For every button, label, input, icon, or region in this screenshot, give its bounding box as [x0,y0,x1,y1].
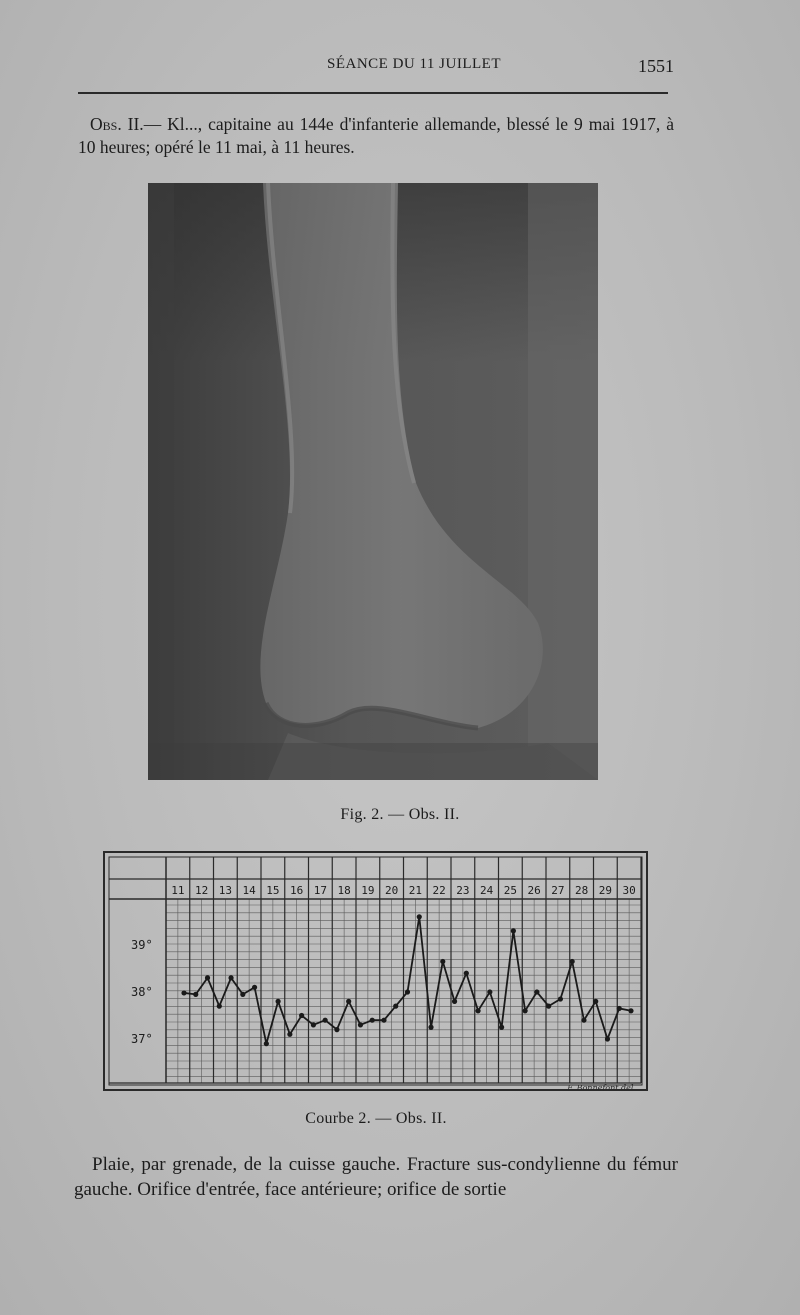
chart-x-tick-label: 18 [337,884,351,897]
chart-data-point [617,1006,622,1011]
xray-femur-image [148,183,598,780]
chart-x-tick-label: 11 [171,884,185,897]
chart-data-point [228,975,233,980]
chart-y-tick-label: 37° [131,1032,153,1046]
chart-signature: F. Bonnefont del. [567,1083,636,1091]
chart-x-tick-label: 25 [503,884,517,897]
chart-data-point [381,1018,386,1023]
chart-data-point [499,1025,504,1030]
chart-data-point [299,1013,304,1018]
running-head [78,56,674,76]
chart-data-point [358,1022,363,1027]
chart-data-point [370,1018,375,1023]
chart-temperature-line [184,917,631,1044]
chart-data-point [475,1008,480,1013]
chart-data-point [393,1004,398,1009]
chart-x-tick-label: 15 [266,884,280,897]
chart-y-tick-label: 39° [131,938,153,952]
chart-data-point [193,992,198,997]
chart-x-tick-label: 20 [385,884,399,897]
chart-data-point [452,999,457,1004]
chart-data-point [605,1036,610,1041]
temperature-chart-svg [103,851,648,1091]
chart-x-tick-label: 23 [456,884,470,897]
chart-x-tick-label: 30 [622,884,636,897]
page-number: 1551 [638,56,674,76]
chart-data-point [405,989,410,994]
xray-photograph [148,183,598,780]
chart-data-point [240,992,245,997]
curve-caption [0,1110,752,1128]
chart-data-point [217,1004,222,1009]
chart-x-tick-label: 13 [218,884,232,897]
chart-x-tick-label: 12 [195,884,209,897]
chart-data-point [252,985,257,990]
chart-data-point [264,1041,269,1046]
observation-paragraph [78,113,674,159]
chart-x-tick-label: 16 [290,884,304,897]
chart-data-point [287,1032,292,1037]
observation-label: Obs. [90,114,122,134]
chart-data-point [323,1018,328,1023]
chart-x-tick-label: 28 [575,884,589,897]
chart-x-tick-label: 22 [432,884,446,897]
figure-caption [0,806,800,824]
chart-x-tick-label: 24 [480,884,494,897]
chart-x-tick-label: 21 [408,884,422,897]
body-paragraph-text: Plaie, par grenade, de la cuisse gauche. Fracture sus-condylienne du fémur gauche. Orifice d'entrée, face antérieure; orifice de sortie [74,1154,678,1200]
observation-text: — Kl..., capitaine au 144e d'infanterie allemande, blessé le 9 mai 1917, à 10 heures; opéré le 11 mai, à 11 heures. [78,114,675,157]
chart-data-point [276,999,281,1004]
chart-data-point [546,1004,551,1009]
chart-x-tick-label: 27 [551,884,565,897]
chart-data-point [487,989,492,994]
body-paragraph [74,1152,678,1202]
chart-data-point [523,1008,528,1013]
chart-data-point [558,996,563,1001]
chart-data-point [570,959,575,964]
chart-data-point [346,999,351,1004]
chart-data-point [311,1022,316,1027]
chart-data-point [581,1018,586,1023]
chart-data-point [181,990,186,995]
header-rule [78,92,668,94]
chart-data-point [417,914,422,919]
chart-x-tick-label: 29 [598,884,612,897]
chart-data-point [464,971,469,976]
running-title: SÉANCE DU 11 JUILLET [326,56,501,72]
chart-x-tick-label: 17 [313,884,327,897]
observation-number: II. [127,114,144,134]
chart-data-point [440,959,445,964]
chart-data-point [534,989,539,994]
chart-y-tick-label: 38° [131,985,153,999]
chart-data-point [628,1008,633,1013]
figure-caption-text: Fig. 2. — Obs. II. [340,806,460,823]
temperature-chart [103,851,648,1091]
chart-data-point [593,999,598,1004]
chart-x-tick-label: 19 [361,884,375,897]
chart-data-point [205,975,210,980]
chart-x-tick-label: 26 [527,884,541,897]
chart-data-point [428,1025,433,1030]
chart-x-tick-label: 14 [242,884,256,897]
curve-caption-text: Courbe 2. — Obs. II. [305,1110,447,1127]
chart-data-point [511,928,516,933]
chart-outer-border [104,852,647,1090]
chart-data-point [334,1027,339,1032]
